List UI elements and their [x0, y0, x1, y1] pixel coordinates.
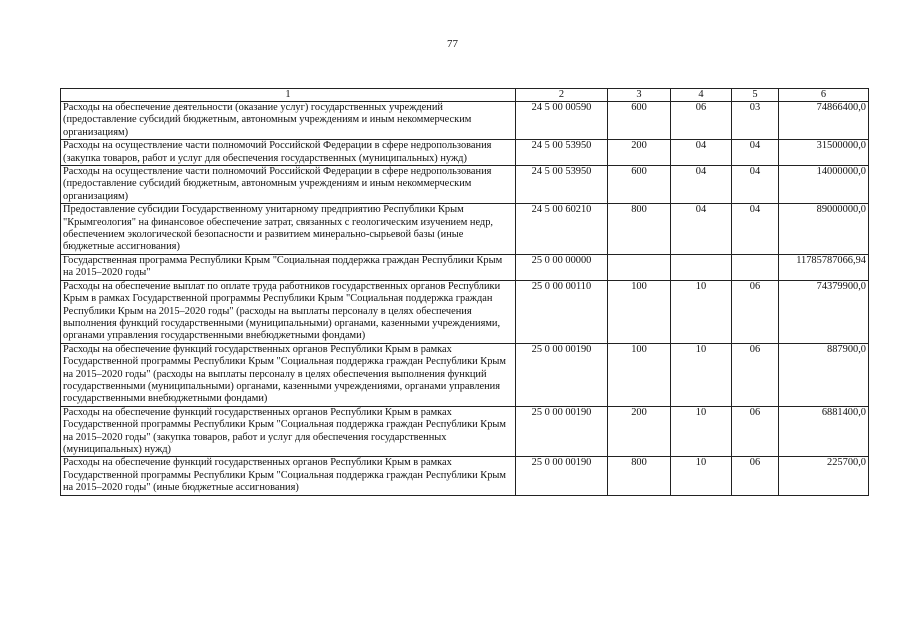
subsection-code: 04 — [732, 204, 779, 255]
section-code: 04 — [671, 166, 732, 204]
target-article-code: 25 0 00 00000 — [516, 254, 608, 280]
header-cell-2: 2 — [516, 89, 608, 102]
amount: 11785787066,94 — [779, 254, 869, 280]
table-row — [61, 280, 869, 343]
table-row — [61, 140, 869, 166]
amount: 74379900,0 — [779, 280, 869, 343]
subsection-code: 03 — [732, 102, 779, 140]
subsection-code: 06 — [732, 280, 779, 343]
expense-description: Расходы на осуществление части полномочий Российской Федерации в сфере недропользования (закупка товаров, работ и услуг для обеспечения государственных (муниципальных) нужд) — [61, 140, 516, 166]
target-article-code: 25 0 00 00190 — [516, 457, 608, 495]
section-code: 10 — [671, 457, 732, 495]
target-article-code: 24 5 00 53950 — [516, 166, 608, 204]
target-article-code: 24 5 00 00590 — [516, 102, 608, 140]
header-cell-6: 6 — [779, 89, 869, 102]
expense-type-code: 200 — [608, 140, 671, 166]
section-code: 10 — [671, 280, 732, 343]
header-cell-1: 1 — [61, 89, 516, 102]
section-code: 10 — [671, 406, 732, 457]
header-cell-4: 4 — [671, 89, 732, 102]
expense-description: Государственная программа Республики Крым "Социальная поддержка граждан Республики Крым на 2015–2020 годы" — [61, 254, 516, 280]
table-body — [61, 102, 869, 496]
expense-type-code — [608, 254, 671, 280]
section-code: 04 — [671, 204, 732, 255]
amount: 31500000,0 — [779, 140, 869, 166]
table-header — [61, 89, 869, 102]
amount: 225700,0 — [779, 457, 869, 495]
section-code: 10 — [671, 343, 732, 406]
table-row — [61, 457, 869, 495]
table-row — [61, 204, 869, 255]
target-article-code: 25 0 00 00110 — [516, 280, 608, 343]
amount: 6881400,0 — [779, 406, 869, 457]
expense-description: Расходы на обеспечение функций государственных органов Республики Крым в рамках Государственной программы Республики Крым "Социальная поддержка граждан Республики Крым на 2015–2020 годы" (расходы на выплаты персоналу в целях обеспечения выполнения функций государственными (муниципальными) органами, казенными учреждениями, органами управления государственными внебюджетными фондами) — [61, 343, 516, 406]
section-code: 04 — [671, 140, 732, 166]
header-cell-3: 3 — [608, 89, 671, 102]
subsection-code: 04 — [732, 140, 779, 166]
subsection-code: 06 — [732, 406, 779, 457]
subsection-code: 06 — [732, 457, 779, 495]
expense-type-code: 100 — [608, 280, 671, 343]
header-row — [61, 89, 869, 102]
expense-type-code: 600 — [608, 166, 671, 204]
expense-description: Расходы на обеспечение выплат по оплате труда работников государственных органов Республики Крым в рамках Государственной программы Республики Крым "Социальная поддержка граждан Республики Крым на 2015–2020 годы" (расходы на выплаты персоналу в целях обеспечения выполнения функций государственными (муниципальными) органами, казенными учреждениями, органами управления государственными внебюджетными фондами) — [61, 280, 516, 343]
page-number: 77 — [447, 38, 458, 50]
expense-description: Расходы на обеспечение деятельности (оказание услуг) государственных учреждений (предоставление субсидий бюджетным, автономным учреждениям и иным некоммерческим организациям) — [61, 102, 516, 140]
expense-description: Расходы на обеспечение функций государственных органов Республики Крым в рамках Государственной программы Республики Крым "Социальная поддержка граждан Республики Крым на 2015–2020 годы" (иные бюджетные ассигнования) — [61, 457, 516, 495]
header-cell-5: 5 — [732, 89, 779, 102]
target-article-code: 25 0 00 00190 — [516, 343, 608, 406]
section-code — [671, 254, 732, 280]
table-row — [61, 254, 869, 280]
target-article-code: 24 5 00 53950 — [516, 140, 608, 166]
expense-description: Расходы на обеспечение функций государственных органов Республики Крым в рамках Государственной программы Республики Крым "Социальная поддержка граждан Республики Крым на 2015–2020 годы" (закупка товаров, работ и услуг для обеспечения государственных (муниципальных) нужд) — [61, 406, 516, 457]
amount: 89000000,0 — [779, 204, 869, 255]
expense-type-code: 100 — [608, 343, 671, 406]
subsection-code — [732, 254, 779, 280]
target-article-code: 24 5 00 60210 — [516, 204, 608, 255]
subsection-code: 04 — [732, 166, 779, 204]
table-row — [61, 166, 869, 204]
expense-type-code: 200 — [608, 406, 671, 457]
target-article-code: 25 0 00 00190 — [516, 406, 608, 457]
expense-type-code: 800 — [608, 204, 671, 255]
amount: 14000000,0 — [779, 166, 869, 204]
expense-description: Предоставление субсидии Государственному унитарному предприятию Республики Крым "Крымгеология" на финансовое обеспечение затрат, связанных с геологическим изучением недр, обеспечением экологической безопасности и развитием минерально-сырьевой базы (иные бюджетные ассигнования) — [61, 204, 516, 255]
table-row — [61, 343, 869, 406]
expense-type-code: 600 — [608, 102, 671, 140]
amount: 887900,0 — [779, 343, 869, 406]
expense-description: Расходы на осуществление части полномочий Российской Федерации в сфере недропользования (предоставление субсидий бюджетным, автономным учреждениям и иным некоммерческим организациям) — [61, 166, 516, 204]
subsection-code: 06 — [732, 343, 779, 406]
table-row — [61, 102, 869, 140]
budget-table — [60, 88, 869, 496]
amount: 74866400,0 — [779, 102, 869, 140]
table-row — [61, 406, 869, 457]
section-code: 06 — [671, 102, 732, 140]
expense-type-code: 800 — [608, 457, 671, 495]
